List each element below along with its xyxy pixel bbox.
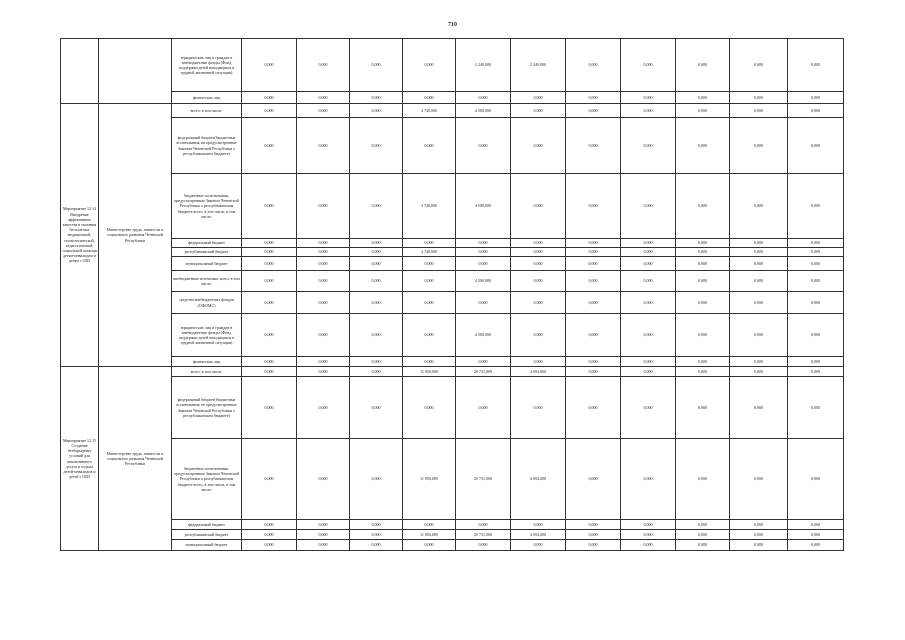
value-cell: 0,000 [788, 239, 844, 248]
funding-source-label: физических лиц [172, 357, 242, 367]
value-cell: 0,000 [621, 118, 676, 174]
value-cell: 0,000 [730, 540, 788, 551]
value-cell: 0,000 [621, 439, 676, 520]
value-cell: 0,000 [242, 357, 297, 367]
value-cell: 0,000 [676, 271, 730, 292]
value-cell: 0,000 [788, 248, 844, 257]
value-cell: 4 500,000 [456, 104, 511, 118]
funding-source-label: юридических лиц и граждан в внебюджетные фонды (Фонд поддержки детей находящихся в трудной жизненной ситуации) [172, 39, 242, 92]
value-cell: 0,000 [297, 367, 350, 377]
value-cell: 0,000 [297, 118, 350, 174]
value-cell: 0,000 [297, 248, 350, 257]
value-cell: 0,000 [621, 367, 676, 377]
value-cell: 0,000 [730, 357, 788, 367]
value-cell: 0,000 [566, 92, 621, 104]
value-cell: 0,000 [566, 271, 621, 292]
value-cell: 0,000 [456, 540, 511, 551]
value-cell: 0,000 [297, 292, 350, 314]
value-cell: 0,000 [621, 530, 676, 540]
value-cell: 0,000 [566, 520, 621, 530]
value-cell: 0,000 [242, 174, 297, 239]
value-cell: 0,000 [730, 314, 788, 357]
value-cell: 0,000 [788, 271, 844, 292]
funding-source-label: федеральный бюджет(бюджетные ассигнования, не предусмотренные Законом Чеченской Республики о республиканском бюджете) [172, 377, 242, 439]
value-cell: 4 094,000 [511, 439, 566, 520]
table-row [61, 92, 844, 104]
value-cell: 0,000 [621, 104, 676, 118]
value-cell: 0,000 [350, 39, 403, 92]
value-cell: 0,000 [566, 292, 621, 314]
value-cell: 0,000 [456, 520, 511, 530]
value-cell: 0,000 [242, 314, 297, 357]
value-cell: 0,000 [788, 439, 844, 520]
funding-source-label: физических лиц [172, 92, 242, 104]
value-cell: 0,000 [511, 104, 566, 118]
value-cell: 0,000 [730, 92, 788, 104]
value-cell: 0,000 [730, 118, 788, 174]
value-cell: 0,000 [456, 292, 511, 314]
value-cell: 0,000 [350, 540, 403, 551]
value-cell: 0,000 [350, 104, 403, 118]
value-cell: 0,000 [511, 118, 566, 174]
funding-source-label: бюджетные ассигнования, предусмотренные Законом Чеченской Республики о республиканском бюджете всего, в том числе, в том числе: [172, 174, 242, 239]
value-cell: 0,000 [297, 174, 350, 239]
value-cell: 0,000 [730, 439, 788, 520]
value-cell: 4 500,000 [456, 271, 511, 292]
value-cell: 0,000 [788, 292, 844, 314]
value-cell: 0,000 [676, 239, 730, 248]
value-cell: 0,000 [403, 540, 456, 551]
value-cell: 0,000 [788, 520, 844, 530]
value-cell: 0,000 [566, 248, 621, 257]
value-cell: 0,000 [456, 257, 511, 271]
value-cell: 0,000 [621, 39, 676, 92]
value-cell: 0,000 [788, 39, 844, 92]
funding-source-label: юридических лиц и граждан в внебюджетные фонды (Фонд поддержки детей находящихся в трудной жизненной ситуации) [172, 314, 242, 357]
value-cell: 0,000 [788, 104, 844, 118]
table-row [61, 439, 844, 520]
table-row [61, 367, 844, 377]
value-cell: 0,000 [350, 367, 403, 377]
value-cell: 0,000 [403, 377, 456, 439]
funding-source-label: внебюджетные источники, всего, в том числе: [172, 271, 242, 292]
value-cell: 0,000 [403, 520, 456, 530]
value-cell: 0,000 [676, 257, 730, 271]
value-cell: 0,000 [566, 39, 621, 92]
value-cell: 0,000 [788, 174, 844, 239]
value-cell: 0,000 [242, 530, 297, 540]
value-cell: 0,000 [350, 439, 403, 520]
value-cell: 0,000 [511, 257, 566, 271]
value-cell: 0,000 [788, 540, 844, 551]
value-cell: 0,000 [730, 39, 788, 92]
value-cell: 0,000 [350, 377, 403, 439]
value-cell: 0,000 [676, 377, 730, 439]
value-cell: 0,000 [403, 118, 456, 174]
value-cell: 0,000 [566, 540, 621, 551]
value-cell: 0,000 [511, 248, 566, 257]
value-cell: 0,000 [730, 367, 788, 377]
value-cell: 0,000 [511, 377, 566, 439]
value-cell: 0,000 [350, 174, 403, 239]
value-cell: 0,000 [297, 357, 350, 367]
value-cell: 0,000 [788, 118, 844, 174]
value-cell: 0,000 [511, 292, 566, 314]
value-cell: 0,000 [730, 104, 788, 118]
value-cell: 0,000 [297, 377, 350, 439]
value-cell: 0,000 [456, 92, 511, 104]
funding-source-label: бюджетные ассигнования, предусмотренные Законом Чеченской Республики о республиканском бюджете всего, в том числе, в том числе: [172, 439, 242, 520]
value-cell: 0,000 [242, 39, 297, 92]
funding-source-label: муниципальный бюджет [172, 540, 242, 551]
value-cell: 11 050,000 [403, 530, 456, 540]
value-cell: 4 740,000 [403, 174, 456, 239]
value-cell: 0,000 [350, 248, 403, 257]
value-cell: 0,000 [676, 540, 730, 551]
funding-source-label: федеральный бюджет [172, 239, 242, 248]
table-row [61, 377, 844, 439]
value-cell: 0,000 [242, 520, 297, 530]
value-cell: 0,000 [730, 520, 788, 530]
value-cell: 0,000 [621, 520, 676, 530]
value-cell: 0,000 [788, 530, 844, 540]
value-cell: 0,000 [242, 248, 297, 257]
table-row [61, 292, 844, 314]
value-cell: 0,000 [676, 92, 730, 104]
value-cell: 0,000 [403, 239, 456, 248]
value-cell: 0,000 [676, 39, 730, 92]
value-cell: 0,000 [511, 271, 566, 292]
value-cell: 4 740,000 [403, 248, 456, 257]
value-cell: 2 240,000 [511, 39, 566, 92]
value-cell: 0,000 [511, 239, 566, 248]
value-cell: 0,000 [676, 118, 730, 174]
value-cell: 20 731,000 [456, 439, 511, 520]
value-cell: 0,000 [730, 257, 788, 271]
table-row [61, 257, 844, 271]
value-cell: 0,000 [297, 92, 350, 104]
value-cell: 4 094,000 [511, 530, 566, 540]
value-cell: 0,000 [621, 540, 676, 551]
value-cell: 0,000 [676, 292, 730, 314]
table-row [61, 357, 844, 367]
value-cell: 0,000 [456, 239, 511, 248]
table-row [61, 174, 844, 239]
value-cell: 0,000 [242, 257, 297, 271]
table-row [61, 104, 844, 118]
funding-source-label: республиканский бюджет [172, 530, 242, 540]
value-cell: 0,000 [297, 314, 350, 357]
value-cell: 0,000 [621, 357, 676, 367]
value-cell: 0,000 [403, 92, 456, 104]
funding-source-label: муниципальный бюджет [172, 257, 242, 271]
value-cell: 0,000 [297, 39, 350, 92]
table-row [61, 271, 844, 292]
value-cell: 0,000 [676, 367, 730, 377]
value-cell: 0,000 [456, 248, 511, 257]
value-cell: 0,000 [511, 357, 566, 367]
value-cell: 0,000 [350, 92, 403, 104]
table-row [61, 314, 844, 357]
value-cell: 0,000 [297, 530, 350, 540]
table-row [61, 118, 844, 174]
value-cell: 0,000 [676, 357, 730, 367]
value-cell: 0,000 [566, 314, 621, 357]
value-cell: 4 500,000 [456, 174, 511, 239]
value-cell: 0,000 [350, 357, 403, 367]
value-cell: 0,000 [511, 174, 566, 239]
value-cell: 0,000 [788, 92, 844, 104]
value-cell: 0,000 [242, 292, 297, 314]
value-cell: 0,000 [456, 377, 511, 439]
funding-source-label: средства внебюджетных фондов (ОФОМС) [172, 292, 242, 314]
value-cell: 0,000 [788, 377, 844, 439]
value-cell: 0,000 [676, 248, 730, 257]
value-cell: 0,000 [456, 118, 511, 174]
value-cell: 4 740,000 [403, 104, 456, 118]
executor: Министерство труда, занятости и социального развития Чеченской Республики [99, 104, 172, 367]
value-cell: 0,000 [621, 92, 676, 104]
value-cell: 0,000 [730, 292, 788, 314]
value-cell: 0,000 [676, 439, 730, 520]
value-cell: 0,000 [676, 104, 730, 118]
value-cell: 0,000 [566, 367, 621, 377]
value-cell: 0,000 [350, 520, 403, 530]
value-cell: 0,000 [621, 314, 676, 357]
value-cell: 0,000 [242, 439, 297, 520]
value-cell: 0,000 [676, 520, 730, 530]
value-cell: 0,000 [350, 239, 403, 248]
value-cell: 0,000 [403, 314, 456, 357]
value-cell: 0,000 [566, 530, 621, 540]
value-cell: 0,000 [730, 271, 788, 292]
value-cell: 0,000 [730, 174, 788, 239]
value-cell: 0,000 [350, 118, 403, 174]
value-cell: 0,000 [350, 314, 403, 357]
measure-title: Мероприятие 12.15 Создание безбарьерных условий для инклюзивного досуга и отдыха детей-инвалидов и детей с ОВЗ [61, 367, 99, 551]
value-cell: 20 731,000 [456, 530, 511, 540]
value-cell: 0,000 [730, 239, 788, 248]
value-cell: 0,000 [621, 271, 676, 292]
value-cell: 0,000 [403, 292, 456, 314]
funding-source-label: федеральный бюджет [172, 520, 242, 530]
value-cell: 0,000 [242, 92, 297, 104]
table-row [61, 540, 844, 551]
value-cell: 0,000 [511, 92, 566, 104]
value-cell: 0,000 [621, 292, 676, 314]
value-cell: 0,000 [788, 367, 844, 377]
value-cell: 0,000 [621, 174, 676, 239]
value-cell: 0,000 [297, 239, 350, 248]
value-cell: 0,000 [621, 248, 676, 257]
value-cell: 0,000 [676, 530, 730, 540]
value-cell: 0,000 [350, 271, 403, 292]
funding-source-label: всего, в том числе: [172, 367, 242, 377]
page-number: 710 [448, 22, 457, 28]
value-cell: 0,000 [403, 39, 456, 92]
value-cell: 0,000 [566, 104, 621, 118]
table-row [61, 248, 844, 257]
funding-source-label: республиканский бюджет [172, 248, 242, 257]
funding-source-label: федеральный бюджет(бюджетные ассигнования, не предусмотренные Законом Чеченской Республики о республиканском бюджете) [172, 118, 242, 174]
budget-table [60, 38, 844, 551]
value-cell: 0,000 [297, 540, 350, 551]
value-cell: 0,000 [621, 257, 676, 271]
value-cell: 0,000 [511, 540, 566, 551]
value-cell: 0,000 [403, 357, 456, 367]
value-cell: 11 050,000 [403, 439, 456, 520]
value-cell: 2 240,000 [456, 39, 511, 92]
value-cell: 0,000 [242, 540, 297, 551]
value-cell: 0,000 [566, 174, 621, 239]
value-cell: 0,000 [242, 118, 297, 174]
value-cell: 0,000 [566, 439, 621, 520]
value-cell: 0,000 [788, 314, 844, 357]
value-cell: 0,000 [242, 104, 297, 118]
empty-cell [61, 39, 99, 104]
value-cell: 0,000 [566, 239, 621, 248]
value-cell: 0,000 [566, 357, 621, 367]
value-cell: 0,000 [730, 530, 788, 540]
value-cell: 0,000 [676, 314, 730, 357]
table-row [61, 39, 844, 92]
value-cell: 0,000 [350, 530, 403, 540]
value-cell: 0,000 [350, 292, 403, 314]
value-cell: 0,000 [242, 367, 297, 377]
value-cell: 0,000 [297, 439, 350, 520]
value-cell: 0,000 [621, 377, 676, 439]
value-cell: 0,000 [297, 271, 350, 292]
table-row [61, 530, 844, 540]
value-cell: 0,000 [403, 257, 456, 271]
value-cell: 0,000 [788, 357, 844, 367]
value-cell: 4 500,000 [456, 314, 511, 357]
value-cell: 11 050,000 [403, 367, 456, 377]
value-cell: 0,000 [242, 239, 297, 248]
value-cell: 0,000 [242, 377, 297, 439]
value-cell: 0,000 [788, 257, 844, 271]
value-cell: 0,000 [621, 239, 676, 248]
value-cell: 0,000 [403, 271, 456, 292]
value-cell: 0,000 [511, 520, 566, 530]
value-cell: 0,000 [242, 271, 297, 292]
value-cell: 0,000 [456, 357, 511, 367]
value-cell: 0,000 [566, 257, 621, 271]
value-cell: 0,000 [566, 377, 621, 439]
value-cell: 4 094,000 [511, 367, 566, 377]
value-cell: 0,000 [676, 174, 730, 239]
value-cell: 0,000 [730, 377, 788, 439]
value-cell: 0,000 [350, 257, 403, 271]
table-row [61, 520, 844, 530]
executor: Министерство труда, занятости и социального развития Чеченской Республики [99, 367, 172, 551]
value-cell: 0,000 [297, 257, 350, 271]
empty-cell [99, 39, 172, 104]
value-cell: 0,000 [297, 520, 350, 530]
measure-title: Мероприятие 12.14 Внедрение эффективных качества в оказания бесплатных медицинской, психологической, педагогической, социальной помощи детям-инвалидам и детям с ОВЗ [61, 104, 99, 367]
value-cell: 20 731,000 [456, 367, 511, 377]
value-cell: 0,000 [730, 248, 788, 257]
value-cell: 0,000 [566, 118, 621, 174]
value-cell: 0,000 [297, 104, 350, 118]
value-cell: 0,000 [511, 314, 566, 357]
table-row [61, 239, 844, 248]
funding-source-label: всего, в том числе: [172, 104, 242, 118]
